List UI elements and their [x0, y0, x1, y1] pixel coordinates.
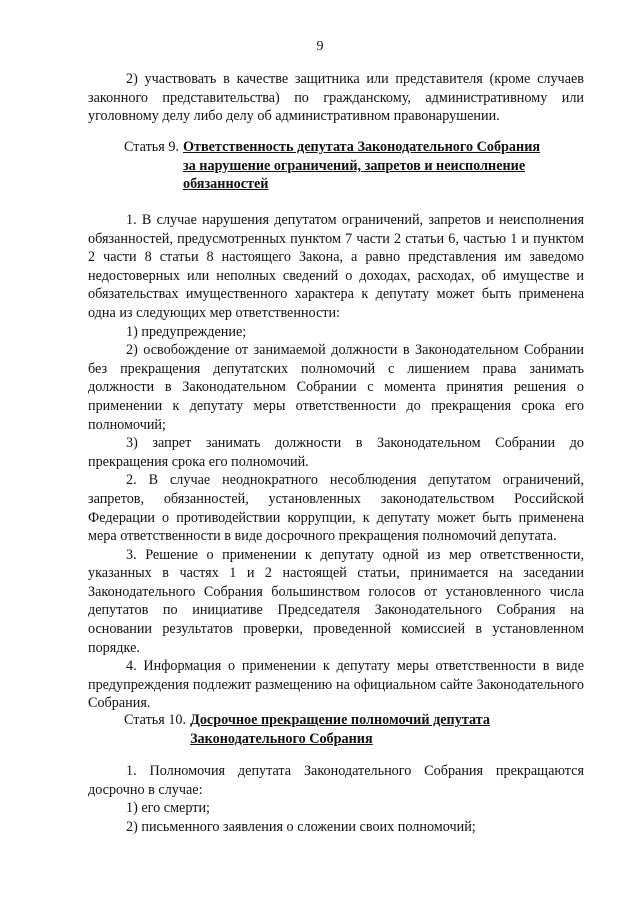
article-9-title: [183, 138, 540, 194]
list-item: 2) письменного заявления о сложении своих полномочий;: [126, 818, 476, 835]
article-10-title: [190, 711, 490, 748]
article-10-title-line: Досрочное прекращение полномочий депутата: [190, 712, 490, 728]
article-10-body: [88, 762, 584, 836]
paragraph: 1. В случае нарушения депутатом ограничений, запретов и неисполнения обязанностей, предусмотренных пунктом 7 части 2 статьи 6, частью 1 и пунктом 2 части 8 статьи 8 настоящего Закона, а равно представления им заведомо недостоверных или неполных сведений о доходах, расходах, об имуществе и обязательствах имущественного характера к депутату может быть применена одна из следующих мер ответственности:: [88, 212, 584, 321]
paragraph: 1. Полномочия депутата Законодательного Собрания прекращаются досрочно в случае:: [88, 763, 584, 798]
article-10-number: Статья 10.: [124, 712, 187, 728]
paragraph: 2. В случае неоднократного несоблюдения депутатом ограничений, запретов, обязанностей, установленных законодательством Российской Федерации о противодействии коррупции, к депутату может быть применена мера ответственности в виде досрочного прекращения полномочий депутата.: [88, 472, 584, 545]
intro-block: [88, 70, 584, 126]
list-item: 3) запрет занимать должности в Законодательном Собрании до прекращения срока его полномочий.: [88, 435, 584, 470]
article-9-body: [88, 211, 584, 713]
article-9-number: Статья 9.: [124, 139, 179, 155]
article-9-heading: [124, 138, 594, 194]
paragraph: 4. Информация о применении к депутату меры ответственности в виде предупреждения подлежит размещению на официальном сайте Законодательного Собрания.: [88, 658, 584, 712]
article-10-title-line: Законодательного Собрания: [190, 730, 373, 747]
page-number: 9: [316, 39, 324, 54]
article-9-title-line: за нарушение ограничений, запретов и неисполнение: [182, 157, 526, 174]
paragraph: 3. Решение о применении к депутату одной из мер ответственности, указанных в частях 1 и 2 настоящей статьи, принимается на заседании Законодательного Собрания большинством голосов от установленного числа депутатов по инициативе Председателя Законодательного Собрания на основании результатов проверки, проведенной комиссией в установленном порядке.: [88, 546, 584, 656]
paragraph: 2) участвовать в качестве защитника или представителя (кроме случаев законного представительства) по гражданскому, административному или уголовному делу либо делу об административном правонарушении.: [88, 71, 584, 125]
list-item: 2) освобождение от занимаемой должности в Законодательном Собрании без прекращения депутатских полномочий с лишением права занимать должности в Законодательном Собрании с момента принятия решения о применении к депутату меры ответственности до прекращения срока его полномочий;: [88, 342, 584, 433]
article-9-title-line: Ответственность депутата Законодательного Собрания: [182, 139, 541, 155]
list-item: 1) его смерти;: [126, 800, 210, 817]
article-10-heading: [124, 711, 594, 748]
list-item: 1) предупреждение;: [126, 323, 247, 340]
article-9-title-line: обязанностей: [182, 176, 269, 193]
